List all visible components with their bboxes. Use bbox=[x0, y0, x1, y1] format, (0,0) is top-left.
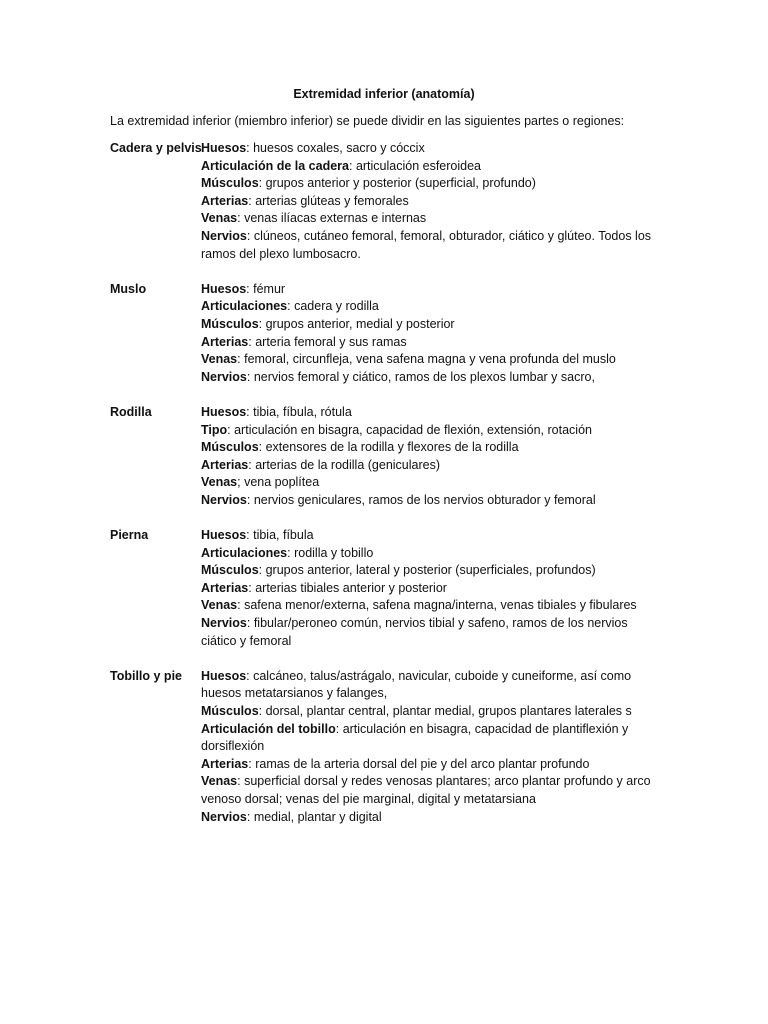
region-items bbox=[201, 140, 661, 263]
item-value: articulación esferoidea bbox=[355, 158, 482, 173]
item-separator: : bbox=[246, 809, 254, 824]
region-item bbox=[201, 492, 661, 510]
item-separator: : bbox=[237, 352, 245, 367]
item-separator: : bbox=[348, 158, 356, 173]
item-label: Músculos bbox=[201, 563, 259, 578]
item-value: extensores de la rodilla y flexores de la rodilla bbox=[265, 440, 519, 455]
region-item bbox=[201, 369, 661, 387]
region-item bbox=[201, 439, 661, 457]
item-separator: : bbox=[258, 176, 266, 191]
item-label: Articulación del tobillo bbox=[201, 721, 336, 736]
item-value: arterias tibiales anterior y posterior bbox=[255, 580, 447, 595]
item-label: Huesos bbox=[201, 281, 247, 296]
item-separator: : bbox=[248, 193, 256, 208]
region-name: Tobillo y pie bbox=[110, 668, 182, 683]
item-separator: : bbox=[246, 404, 254, 419]
item-separator: : bbox=[258, 440, 266, 455]
region-item bbox=[201, 668, 661, 703]
region-section bbox=[110, 668, 670, 826]
item-label: Nervios bbox=[201, 616, 247, 631]
item-value: fémur bbox=[253, 281, 286, 296]
region-item bbox=[201, 298, 661, 316]
region-item bbox=[201, 334, 661, 352]
region-list bbox=[110, 140, 670, 844]
item-label: Articulación de la cadera bbox=[201, 158, 349, 173]
item-value: medial, plantar y digital bbox=[253, 809, 382, 824]
region-item bbox=[201, 316, 661, 334]
item-value: venas ilíacas externas e internas bbox=[244, 211, 427, 226]
item-separator: : bbox=[246, 668, 254, 683]
item-label: Músculos bbox=[201, 176, 259, 191]
region-name: Pierna bbox=[110, 528, 149, 543]
region-item bbox=[201, 281, 661, 299]
item-value: fibular/peroneo común, nervios tibial y safeno, ramos de los nervios ciático y femoral bbox=[201, 616, 628, 648]
region-name: Rodilla bbox=[110, 404, 152, 419]
item-value: clúneos, cutáneo femoral, femoral, obturador, ciático y glúteo. Todos los ramos del plexo lumbosacro. bbox=[201, 228, 652, 261]
region-item bbox=[201, 422, 661, 440]
region-item bbox=[201, 809, 661, 827]
item-label: Huesos bbox=[201, 668, 247, 683]
region-section bbox=[110, 281, 670, 387]
item-separator: : bbox=[246, 141, 254, 155]
item-label: Músculos bbox=[201, 440, 259, 455]
item-value: nervios geniculares, ramos de los nervios obturador y femoral bbox=[253, 492, 596, 507]
region-section bbox=[110, 404, 670, 510]
item-separator: : bbox=[246, 492, 254, 507]
region-item bbox=[201, 545, 661, 563]
region-item bbox=[201, 175, 661, 193]
item-separator: : bbox=[258, 704, 266, 718]
item-separator: : bbox=[248, 457, 256, 472]
region-item bbox=[201, 351, 661, 369]
item-separator: : bbox=[246, 528, 254, 543]
item-label: Arterias bbox=[201, 457, 249, 472]
item-value: arterias de la rodilla (geniculares) bbox=[255, 457, 441, 472]
item-label: Huesos bbox=[201, 404, 247, 419]
item-value: vena poplítea bbox=[244, 475, 320, 490]
region-item bbox=[201, 703, 661, 721]
item-separator: : bbox=[246, 281, 254, 296]
item-separator: : bbox=[258, 316, 266, 331]
item-label: Músculos bbox=[201, 704, 259, 718]
item-label: Venas bbox=[201, 774, 238, 789]
item-value: grupos anterior y posterior (superficial, profundo) bbox=[265, 176, 536, 191]
item-value: superficial dorsal y redes venosas plantares; arco plantar profundo y arco venoso dorsal; venas del pie marginal, digital y metatarsiana bbox=[201, 774, 651, 806]
item-separator: : bbox=[237, 211, 245, 226]
item-separator: : bbox=[287, 299, 295, 314]
region-item bbox=[201, 562, 661, 580]
item-value: arterias glúteas y femorales bbox=[255, 193, 409, 208]
region-items bbox=[201, 281, 661, 387]
item-label: Articulaciones bbox=[201, 545, 288, 560]
item-separator: : bbox=[248, 756, 256, 771]
region-name: Muslo bbox=[110, 281, 147, 296]
item-value: calcáneo, talus/astrágalo, navicular, cuboide y cuneiforme, así como huesos metatarsianos y falanges, bbox=[201, 668, 632, 701]
item-label: Nervios bbox=[201, 369, 247, 384]
region-item bbox=[201, 756, 661, 774]
item-label: Nervios bbox=[201, 228, 247, 243]
region-items bbox=[201, 668, 661, 826]
region-items bbox=[201, 404, 661, 510]
item-value: arteria femoral y sus ramas bbox=[255, 334, 407, 349]
item-separator: : bbox=[287, 545, 295, 560]
item-label: Articulaciones bbox=[201, 299, 288, 314]
item-value: femoral, circunfleja, vena safena magna y vena profunda del muslo bbox=[244, 352, 616, 367]
item-separator: ; bbox=[237, 475, 245, 490]
item-value: rodilla y tobillo bbox=[294, 545, 374, 560]
region-item bbox=[201, 597, 661, 615]
region-item bbox=[201, 474, 661, 492]
item-label: Nervios bbox=[201, 809, 247, 824]
region-item bbox=[201, 615, 661, 650]
region-name: Cadera y pelvis bbox=[110, 141, 202, 155]
region-section bbox=[110, 140, 670, 263]
item-separator: : bbox=[248, 580, 256, 595]
item-separator: : bbox=[237, 598, 245, 613]
item-label: Arterias bbox=[201, 334, 249, 349]
item-separator: : bbox=[258, 563, 266, 578]
item-separator: : bbox=[227, 422, 235, 437]
item-label: Venas bbox=[201, 352, 238, 367]
item-label: Nervios bbox=[201, 492, 247, 507]
item-label: Huesos bbox=[201, 141, 247, 155]
item-value: tibia, fíbula bbox=[253, 528, 314, 543]
region-items bbox=[201, 527, 661, 650]
item-separator: : bbox=[246, 369, 254, 384]
item-value: cadera y rodilla bbox=[294, 299, 379, 314]
item-label: Arterias bbox=[201, 580, 249, 595]
item-label: Músculos bbox=[201, 316, 259, 331]
region-item bbox=[201, 773, 661, 808]
region-section bbox=[110, 527, 670, 650]
region-item bbox=[201, 158, 661, 176]
intro-paragraph: La extremidad inferior (miembro inferior) se puede dividir en las siguientes partes o regiones: bbox=[110, 114, 625, 128]
item-value: grupos anterior, lateral y posterior (superficiales, profundos) bbox=[265, 563, 596, 578]
item-separator: : bbox=[335, 721, 343, 736]
region-item bbox=[201, 527, 661, 545]
item-value: ramas de la arteria dorsal del pie y del arco plantar profundo bbox=[255, 756, 590, 771]
item-value: nervios femoral y ciático, ramos de los plexos lumbar y sacro, bbox=[253, 369, 595, 384]
document-title: Extremidad inferior (anatomía) bbox=[293, 87, 475, 101]
item-separator: : bbox=[246, 616, 254, 631]
item-label: Tipo bbox=[201, 422, 228, 437]
region-item bbox=[201, 457, 661, 475]
region-item bbox=[201, 580, 661, 598]
item-value: huesos coxales, sacro y cóccix bbox=[253, 141, 425, 155]
region-item bbox=[201, 721, 661, 756]
item-separator: : bbox=[248, 334, 256, 349]
item-separator: : bbox=[237, 774, 245, 789]
region-item bbox=[201, 210, 661, 228]
item-label: Arterias bbox=[201, 193, 249, 208]
item-value: safena menor/externa, safena magna/interna, venas tibiales y fibulares bbox=[244, 598, 637, 613]
region-item bbox=[201, 228, 661, 263]
item-label: Venas bbox=[201, 598, 238, 613]
item-label: Venas bbox=[201, 211, 238, 226]
region-item bbox=[201, 193, 661, 211]
item-separator: : bbox=[246, 228, 254, 243]
region-item bbox=[201, 140, 661, 158]
item-value: articulación en bisagra, capacidad de plantiflexión y dorsiflexión bbox=[201, 721, 629, 754]
region-item bbox=[201, 404, 661, 422]
item-label: Venas bbox=[201, 475, 238, 490]
item-label: Huesos bbox=[201, 528, 247, 543]
item-value: articulación en bisagra, capacidad de flexión, extensión, rotación bbox=[234, 422, 592, 437]
item-label: Arterias bbox=[201, 756, 249, 771]
item-value: grupos anterior, medial y posterior bbox=[265, 316, 455, 331]
item-value: dorsal, plantar central, plantar medial, grupos plantares laterales s bbox=[265, 704, 632, 718]
item-value: tibia, fíbula, rótula bbox=[253, 404, 352, 419]
